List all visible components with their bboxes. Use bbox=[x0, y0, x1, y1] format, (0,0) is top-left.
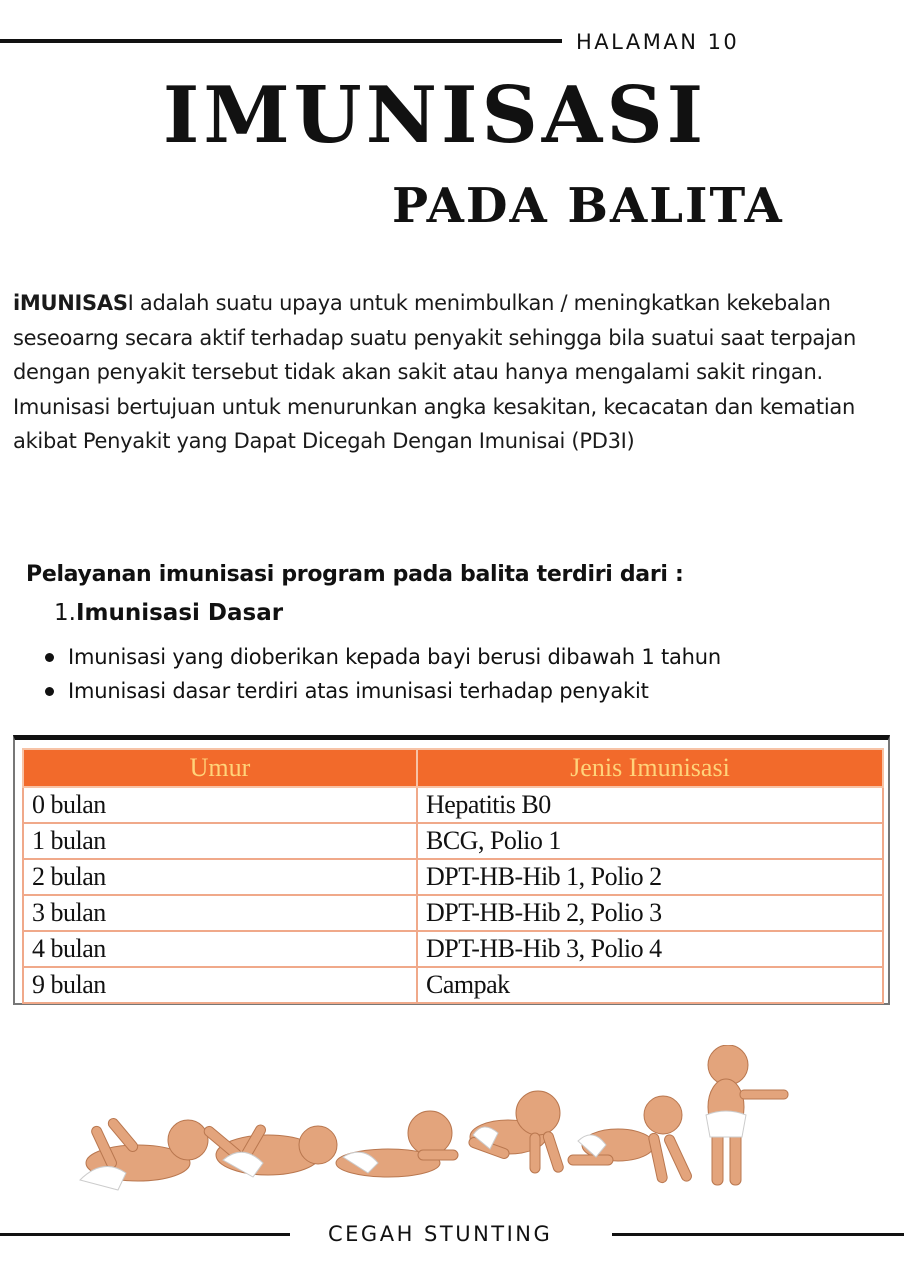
schedule-table-frame bbox=[13, 735, 890, 1005]
intro-text bbox=[13, 286, 893, 459]
header-rule bbox=[0, 39, 562, 43]
column-header-age: Umur bbox=[23, 749, 417, 787]
program-heading: Pelayanan imunisasi program pada balita terdiri dari : bbox=[26, 562, 684, 587]
vaccine-cell: DPT-HB-Hib 3, Polio 4 bbox=[417, 931, 883, 967]
vaccine-cell: DPT-HB-Hib 1, Polio 2 bbox=[417, 859, 883, 895]
list-item-text: Imunisasi dasar terdiri atas imunisasi terhadap penyakit bbox=[68, 679, 649, 703]
baby-prone-icon bbox=[336, 1111, 458, 1177]
footer-text: CEGAH STUNTING bbox=[328, 1222, 553, 1246]
age-cell: 4 bulan bbox=[23, 931, 417, 967]
definition-paragraph bbox=[13, 286, 893, 390]
list-item-text: Imunisasi yang dioberikan kepada bayi berusi dibawah 1 tahun bbox=[68, 645, 721, 669]
table-row bbox=[23, 895, 883, 931]
table-row bbox=[23, 931, 883, 967]
age-cell: 0 bulan bbox=[23, 787, 417, 823]
page-number: HALAMAN 10 bbox=[576, 30, 740, 54]
definition-term: iMUNISAS bbox=[13, 291, 128, 315]
baby-standing-icon bbox=[706, 1045, 788, 1185]
table-header-row bbox=[23, 749, 883, 787]
purpose-paragraph: Imunisasi bertujuan untuk menurunkan angka kesakitan, kecacatan dan kematian akibat Penyakit yang Dapat Dicegah Dengan Imunisai (PD3I) bbox=[13, 394, 855, 453]
list-item bbox=[40, 674, 721, 708]
list-item bbox=[40, 640, 721, 674]
footer-rule-right bbox=[612, 1233, 904, 1236]
age-cell: 9 bulan bbox=[23, 967, 417, 1003]
baby-crawling-icon bbox=[468, 1091, 565, 1173]
vaccine-cell: Campak bbox=[417, 967, 883, 1003]
section-subheading bbox=[54, 600, 283, 626]
vaccine-cell: Hepatitis B0 bbox=[417, 787, 883, 823]
age-cell: 2 bulan bbox=[23, 859, 417, 895]
subheading-number: 1. bbox=[54, 600, 76, 626]
vaccine-cell: DPT-HB-Hib 2, Polio 3 bbox=[417, 895, 883, 931]
column-header-vaccine: Jenis Imunisasi bbox=[417, 749, 883, 787]
page-subtitle: PADA BALITA bbox=[392, 178, 784, 234]
table-row bbox=[23, 823, 883, 859]
bullet-list bbox=[40, 640, 721, 708]
immunization-schedule-table bbox=[22, 748, 884, 1004]
baby-lying-icon bbox=[80, 1116, 208, 1190]
footer-rule-left bbox=[0, 1233, 290, 1236]
subheading-text: Imunisasi Dasar bbox=[75, 600, 284, 626]
baby-hands-knees-icon bbox=[568, 1096, 693, 1183]
table-row bbox=[23, 967, 883, 1003]
baby-development-stages-icon bbox=[78, 1045, 794, 1193]
definition-text: I adalah suatu upaya untuk menimbulkan / meningkatkan kekebalan seseoarng secara aktif terhadap suatu penyakit sehingga bila suatui saat terpajan dengan penyakit tersebut tidak akan sakit atau hanya mengalami sakit ringan. bbox=[13, 291, 857, 384]
age-cell: 1 bulan bbox=[23, 823, 417, 859]
baby-rolling-icon bbox=[202, 1123, 337, 1177]
table-row bbox=[23, 787, 883, 823]
age-cell: 3 bulan bbox=[23, 895, 417, 931]
bullet-icon bbox=[45, 653, 54, 662]
table-row bbox=[23, 859, 883, 895]
bullet-icon bbox=[45, 687, 54, 696]
vaccine-cell: BCG, Polio 1 bbox=[417, 823, 883, 859]
page-title: IMUNISASI bbox=[162, 70, 708, 161]
